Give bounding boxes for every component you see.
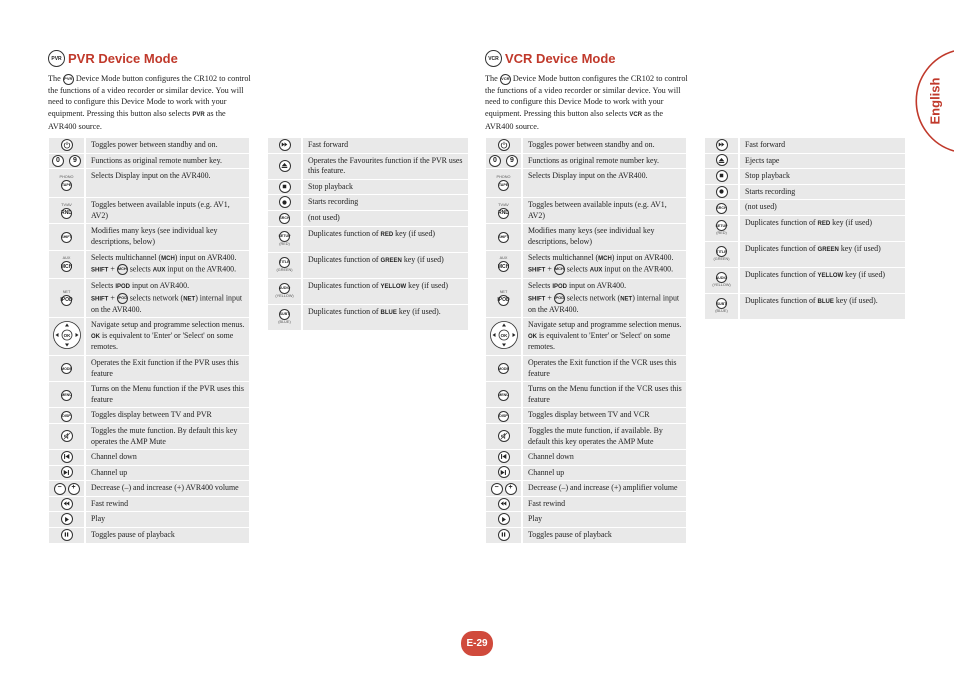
table-row bbox=[49, 424, 249, 449]
table-row bbox=[486, 512, 686, 527]
key-description: Stop playback bbox=[303, 180, 468, 195]
key-caption: (BLUE) bbox=[278, 320, 291, 325]
key-description: Duplicates function of RED key (if used) bbox=[740, 216, 905, 241]
intro-smallcaps: PVR bbox=[192, 111, 205, 118]
key-description: Selects multichannel (MCH) input on AVR400. SHIFT + MCH selects AUX input on the AVR400. bbox=[86, 251, 249, 279]
key-caption: (YELLOW) bbox=[712, 283, 731, 288]
eject-icon bbox=[716, 154, 728, 166]
key-description: Channel up bbox=[523, 466, 686, 481]
mode-key-icon: MODE bbox=[498, 363, 509, 374]
rewind-icon bbox=[498, 498, 510, 510]
ipod-inline-icon: IPOD bbox=[117, 293, 128, 304]
table-row bbox=[486, 481, 686, 496]
table-row bbox=[268, 138, 468, 153]
key-description: Duplicates function of GREEN key (if used) bbox=[303, 253, 468, 278]
table-row bbox=[486, 251, 686, 279]
pvr-title: PVR Device Mode bbox=[68, 51, 178, 66]
key-caption: PHONO bbox=[496, 175, 511, 180]
key-description: Ejects tape bbox=[740, 154, 905, 169]
table-row bbox=[49, 497, 249, 512]
disp-key-icon: DISP bbox=[61, 411, 72, 422]
key-description: Fast forward bbox=[740, 138, 905, 153]
shift-key-icon: SHIFT bbox=[498, 232, 509, 243]
key-description: Play bbox=[86, 512, 249, 527]
intro-text: The bbox=[485, 74, 500, 83]
key-description: Decrease (–) and increase (+) amplifier volume bbox=[523, 481, 686, 496]
table-row bbox=[486, 224, 686, 249]
table-row bbox=[705, 242, 905, 267]
intro-smallcaps: VCR bbox=[629, 111, 643, 118]
key-description: Toggles the mute function. By default this key operates the AMP Mute bbox=[86, 424, 249, 449]
table-row bbox=[49, 279, 249, 317]
key-description: Starts recording bbox=[740, 185, 905, 200]
table-row bbox=[49, 356, 249, 381]
key-description: Toggles the mute function, if available. By default this key operates the AMP Mute bbox=[523, 424, 686, 449]
table-row bbox=[49, 224, 249, 249]
table-row bbox=[705, 169, 905, 184]
key-caption: TV/AV bbox=[498, 202, 509, 207]
title-key-icon: TITLE bbox=[716, 246, 727, 257]
subt-key-icon: SUBT bbox=[716, 298, 727, 309]
ipod-inline-icon: IPOD bbox=[554, 293, 565, 304]
table-row bbox=[486, 198, 686, 223]
key-description: Toggles power between standby and on. bbox=[86, 138, 249, 153]
key-description: Starts recording bbox=[303, 195, 468, 210]
table-row bbox=[49, 318, 249, 355]
table-row bbox=[486, 408, 686, 423]
table-row bbox=[486, 450, 686, 465]
key-description: Play bbox=[523, 512, 686, 527]
table-row bbox=[486, 169, 686, 197]
navigation-pad-icon bbox=[52, 320, 82, 350]
menu-key-icon: MENU bbox=[498, 390, 509, 401]
intro-text: The bbox=[48, 74, 63, 83]
key-description: (not used) bbox=[740, 200, 905, 215]
key-description: Modifies many keys (see individual key descriptions, below) bbox=[86, 224, 249, 249]
number-0-key-icon: 0 bbox=[52, 155, 64, 167]
skip-forward-icon bbox=[498, 466, 510, 478]
key-description: Duplicates function of BLUE key (if used). bbox=[303, 305, 468, 330]
key-description: Functions as original remote number key. bbox=[86, 154, 249, 169]
table-row bbox=[268, 227, 468, 252]
table-row bbox=[268, 180, 468, 195]
key-caption: NET bbox=[499, 290, 508, 295]
intro-text: as the AVR400 source. bbox=[48, 108, 226, 132]
table-row bbox=[268, 154, 468, 179]
table-row bbox=[49, 251, 249, 279]
key-description: Turns on the Menu function if the VCR uses this feature bbox=[523, 382, 686, 407]
table-row bbox=[486, 497, 686, 512]
table-row bbox=[49, 481, 249, 496]
intro-text: as the AVR400 source. bbox=[485, 108, 663, 132]
tape-key-icon: TAPE bbox=[61, 180, 72, 191]
pvr-heading bbox=[48, 50, 178, 67]
ok-key-label: OK bbox=[500, 332, 507, 338]
skip-forward-icon bbox=[61, 466, 73, 478]
key-description: Selects Display input on the AVR400. bbox=[86, 169, 249, 197]
number-0-key-icon: 0 bbox=[489, 155, 501, 167]
key-description: Channel up bbox=[86, 466, 249, 481]
key-description: Duplicates function of GREEN key (if used) bbox=[740, 242, 905, 267]
rnd-key-icon: RND bbox=[61, 208, 72, 219]
srch-key-icon: SRCH bbox=[716, 203, 727, 214]
rewind-icon bbox=[61, 498, 73, 510]
key-description: Duplicates function of RED key (if used) bbox=[303, 227, 468, 252]
mch-key-icon: MCH bbox=[61, 261, 72, 272]
title-key-icon: TITLE bbox=[279, 257, 290, 268]
key-caption: NET bbox=[62, 290, 71, 295]
table-row bbox=[486, 466, 686, 481]
key-caption: AUX bbox=[62, 256, 71, 261]
vcr-key-table-left bbox=[486, 137, 686, 544]
page-number: E-29 bbox=[461, 631, 493, 656]
setup-key-icon: SETUP bbox=[279, 231, 290, 242]
skip-back-icon bbox=[498, 451, 510, 463]
table-row bbox=[49, 466, 249, 481]
key-description: Navigate setup and programme selection menus. OK is equivalent to 'Enter' or 'Select' on some remotes. bbox=[523, 318, 686, 355]
table-row bbox=[705, 154, 905, 169]
table-row bbox=[486, 382, 686, 407]
record-icon bbox=[716, 186, 728, 198]
volume-up-icon: + bbox=[68, 483, 80, 495]
key-description: Toggles between available inputs (e.g. AV1, AV2) bbox=[523, 198, 686, 223]
key-description: Navigate setup and programme selection menus. OK is equivalent to 'Enter' or 'Select' on some remotes. bbox=[86, 318, 249, 355]
table-row bbox=[49, 512, 249, 527]
play-icon bbox=[498, 513, 510, 525]
mute-icon bbox=[498, 430, 510, 442]
table-row bbox=[268, 195, 468, 210]
key-caption: AUX bbox=[499, 256, 508, 261]
audio-key-icon: AUDIO bbox=[279, 283, 290, 294]
key-description: Channel down bbox=[523, 450, 686, 465]
vcr-badge-icon: VCR bbox=[485, 50, 502, 67]
key-description: Stop playback bbox=[740, 169, 905, 184]
eject-icon bbox=[279, 160, 291, 172]
key-description: Turns on the Menu function if the PVR uses this feature bbox=[86, 382, 249, 407]
menu-key-icon: MENU bbox=[61, 390, 72, 401]
table-row bbox=[705, 200, 905, 215]
pvr-inline-badge-icon: PVR bbox=[63, 74, 74, 85]
stop-icon bbox=[716, 170, 728, 182]
table-row bbox=[486, 154, 686, 169]
setup-key-icon: SETUP bbox=[716, 220, 727, 231]
vcr-inline-badge-icon: VCR bbox=[500, 74, 511, 85]
intro-text: Device Mode button configures the CR102 to control the functions of a video recorder or similar device. You will need to configure this Device Mode to work with your equipment. Pressing this button also selects bbox=[48, 74, 251, 118]
key-caption: (RED) bbox=[716, 231, 727, 236]
pause-icon bbox=[61, 529, 73, 541]
table-row bbox=[486, 356, 686, 381]
number-9-key-icon: 9 bbox=[69, 155, 81, 167]
navigation-pad-icon bbox=[489, 320, 519, 350]
pause-icon bbox=[498, 529, 510, 541]
intro-text: Device Mode button configures the CR102 to control the functions of a video recorder or similar device. You will need to configure this Device Mode to work with your equipment. Pressing this button also selects bbox=[485, 74, 688, 118]
key-description: Toggles between available inputs (e.g. AV1, AV2) bbox=[86, 198, 249, 223]
mode-key-icon: MODE bbox=[61, 363, 72, 374]
play-icon bbox=[61, 513, 73, 525]
fast-forward-icon bbox=[279, 139, 291, 151]
mch-inline-icon: MCH bbox=[117, 264, 128, 275]
vcr-key-table-right bbox=[705, 137, 905, 320]
key-caption: (YELLOW) bbox=[275, 294, 294, 299]
power-icon bbox=[498, 139, 510, 151]
ipod-key-icon: IPOD bbox=[498, 295, 509, 306]
key-description: Fast rewind bbox=[523, 497, 686, 512]
table-row bbox=[49, 450, 249, 465]
key-description: Selects multichannel (MCH) input on AVR400. SHIFT + MCH selects AUX input on the AVR400. bbox=[523, 251, 686, 279]
key-description: Toggles display between TV and PVR bbox=[86, 408, 249, 423]
key-caption: (RED) bbox=[279, 242, 290, 247]
language-tab-label: English bbox=[927, 77, 943, 125]
key-caption: TV/AV bbox=[61, 202, 72, 207]
language-tab bbox=[900, 50, 954, 152]
key-description: Fast forward bbox=[303, 138, 468, 153]
record-icon bbox=[279, 196, 291, 208]
key-description: Toggles power between standby and on. bbox=[523, 138, 686, 153]
table-row bbox=[49, 169, 249, 197]
table-row bbox=[705, 138, 905, 153]
table-row bbox=[486, 424, 686, 449]
table-row bbox=[268, 253, 468, 278]
number-9-key-icon: 9 bbox=[506, 155, 518, 167]
key-description: Duplicates function of BLUE key (if used). bbox=[740, 294, 905, 319]
key-description: Duplicates function of YELLOW key (if used) bbox=[740, 268, 905, 293]
table-row bbox=[49, 408, 249, 423]
table-row bbox=[486, 318, 686, 355]
table-row bbox=[268, 279, 468, 304]
vcr-heading bbox=[485, 50, 616, 67]
ok-key-label: OK bbox=[63, 332, 70, 338]
key-description: (not used) bbox=[303, 211, 468, 226]
table-row bbox=[49, 154, 249, 169]
mch-inline-icon: MCH bbox=[554, 264, 565, 275]
ipod-key-icon: IPOD bbox=[61, 295, 72, 306]
table-row bbox=[486, 528, 686, 543]
vcr-intro bbox=[485, 73, 690, 133]
table-row bbox=[705, 216, 905, 241]
vcr-title: VCR Device Mode bbox=[505, 51, 616, 66]
table-row bbox=[268, 305, 468, 330]
fast-forward-icon bbox=[716, 139, 728, 151]
table-row bbox=[49, 198, 249, 223]
table-row bbox=[486, 138, 686, 153]
key-description: Operates the Exit function if the PVR uses this feature bbox=[86, 356, 249, 381]
table-row bbox=[49, 382, 249, 407]
key-caption: PHONO bbox=[59, 175, 74, 180]
volume-down-icon: − bbox=[54, 483, 66, 495]
table-row bbox=[705, 185, 905, 200]
subt-key-icon: SUBT bbox=[279, 309, 290, 320]
table-row bbox=[49, 528, 249, 543]
table-row bbox=[268, 211, 468, 226]
key-description: Fast rewind bbox=[86, 497, 249, 512]
key-description: Selects Display input on the AVR400. bbox=[523, 169, 686, 197]
mch-key-icon: MCH bbox=[498, 261, 509, 272]
pvr-badge-icon: PVR bbox=[48, 50, 65, 67]
key-description: Operates the Favourites function if the PVR uses this feature. bbox=[303, 154, 468, 179]
key-description: Toggles pause of playback bbox=[523, 528, 686, 543]
key-description: Modifies many keys (see individual key descriptions, below) bbox=[523, 224, 686, 249]
key-description: Decrease (–) and increase (+) AVR400 volume bbox=[86, 481, 249, 496]
rnd-key-icon: RND bbox=[498, 208, 509, 219]
power-icon bbox=[61, 139, 73, 151]
key-description: Operates the Exit function if the VCR uses this feature bbox=[523, 356, 686, 381]
srch-key-icon: SRCH bbox=[279, 213, 290, 224]
table-row bbox=[49, 138, 249, 153]
volume-down-icon: − bbox=[491, 483, 503, 495]
pvr-key-table-right bbox=[268, 137, 468, 331]
table-row bbox=[705, 268, 905, 293]
key-caption: (BLUE) bbox=[715, 309, 728, 314]
key-caption: (GREEN) bbox=[276, 268, 293, 273]
volume-up-icon: + bbox=[505, 483, 517, 495]
key-description: Selects IPOD input on AVR400. SHIFT + IPOD selects network (NET) internal input on the AVR400. bbox=[523, 279, 686, 317]
table-row bbox=[705, 294, 905, 319]
pvr-key-table-left bbox=[49, 137, 249, 544]
mute-icon bbox=[61, 430, 73, 442]
key-description: Toggles display between TV and VCR bbox=[523, 408, 686, 423]
stop-icon bbox=[279, 181, 291, 193]
key-description: Functions as original remote number key. bbox=[523, 154, 686, 169]
key-caption: (GREEN) bbox=[713, 257, 730, 262]
shift-key-icon: SHIFT bbox=[61, 232, 72, 243]
skip-back-icon bbox=[61, 451, 73, 463]
disp-key-icon: DISP bbox=[498, 411, 509, 422]
key-description: Duplicates function of YELLOW key (if used) bbox=[303, 279, 468, 304]
key-description: Selects IPOD input on AVR400. SHIFT + IPOD selects network (NET) internal input on the AVR400. bbox=[86, 279, 249, 317]
key-description: Toggles pause of playback bbox=[86, 528, 249, 543]
key-description: Channel down bbox=[86, 450, 249, 465]
pvr-intro bbox=[48, 73, 253, 133]
table-row bbox=[486, 279, 686, 317]
audio-key-icon: AUDIO bbox=[716, 272, 727, 283]
tape-key-icon: TAPE bbox=[498, 180, 509, 191]
